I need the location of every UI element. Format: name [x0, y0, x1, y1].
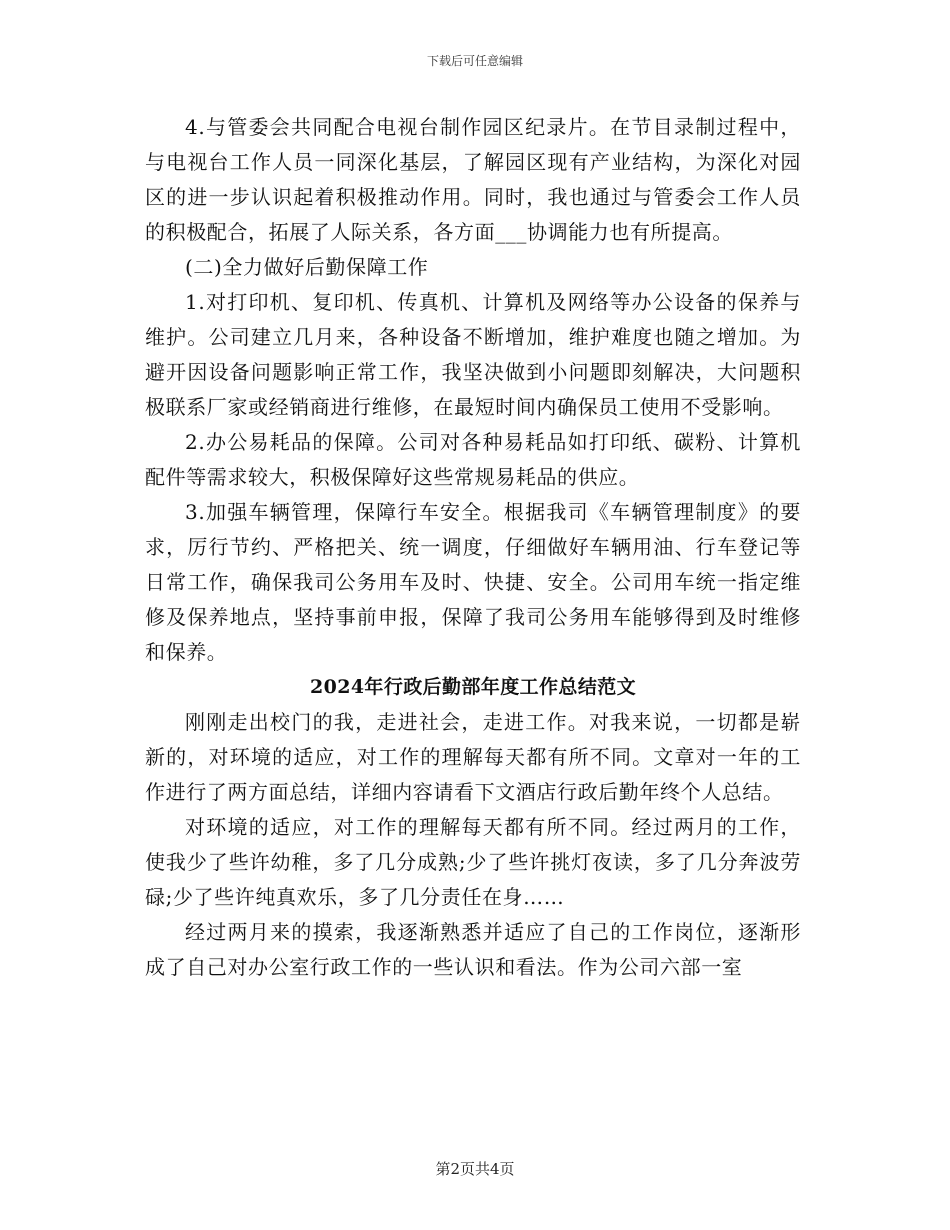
- paragraph-vehicle-management: 3.加强车辆管理，保障行车安全。根据我司《车辆管理制度》的要求，厉行节约、严格把关、统一调度，仔细做好车辆用油、行车登记等日常工作，确保我司公务用车及时、快捷、安全。公司用车统一指定维修及保养地点，坚持事前申报，保障了我司公务用车能够得到及时维修和保养。: [145, 500, 801, 664]
- paragraph-exploration: 经过两月来的摸索，我逐渐熟悉并适应了自己的工作岗位，逐渐形成了自己对办公室行政工作的一些认识和看法。作为公司六部一室: [145, 920, 801, 979]
- paragraph-documentary: 4.与管委会共同配合电视台制作园区纪录片。在节目录制过程中，与电视台工作人员一同深化基层，了解园区现有产业结构，为深化对园区的进一步认识起着积极推动作用。同时，我也通过与管委会工作人员的积极配合，拓展了人际关系，各方面___协调能力也有所提高。: [145, 115, 801, 244]
- paragraph-consumables: 2.办公易耗品的保障。公司对各种易耗品如打印纸、碳粉、计算机配件等需求较大，积极保障好这些常规易耗品的供应。: [145, 430, 801, 489]
- paragraph-intro: 刚刚走出校门的我，走进社会，走进工作。对我来说，一切都是崭新的，对环境的适应，对工作的理解每天都有所不同。文章对一年的工作进行了两方面总结，详细内容请看下文酒店行政后勤年终个人总结。: [145, 710, 801, 804]
- section-title: 2024年行政后勤部年度工作总结范文: [309, 676, 637, 698]
- paragraph-office-equipment: 1.对打印机、复印机、传真机、计算机及网络等办公设备的保养与维护。公司建立几月来，各种设备不断增加，维护难度也随之增加。为避开因设备问题影响正常工作，我坚决做到小问题即刻解决，大问题积极联系厂家或经销商进行维修，在最短时间内确保员工使用不受影响。: [145, 290, 801, 419]
- subsection-title-logistics: (二)全力做好后勤保障工作: [185, 255, 429, 279]
- paragraph-adaptation: 对环境的适应，对工作的理解每天都有所不同。经过两月的工作，使我少了些许幼稚，多了几分成熟;少了些许挑灯夜读，多了几分奔波劳碌;少了些许纯真欢乐，多了几分责任在身……: [145, 815, 801, 909]
- page-header-note: 下载后可任意编辑: [426, 54, 523, 68]
- page-number: 第2页共4页: [435, 1160, 515, 1178]
- document-body: [145, 110, 801, 985]
